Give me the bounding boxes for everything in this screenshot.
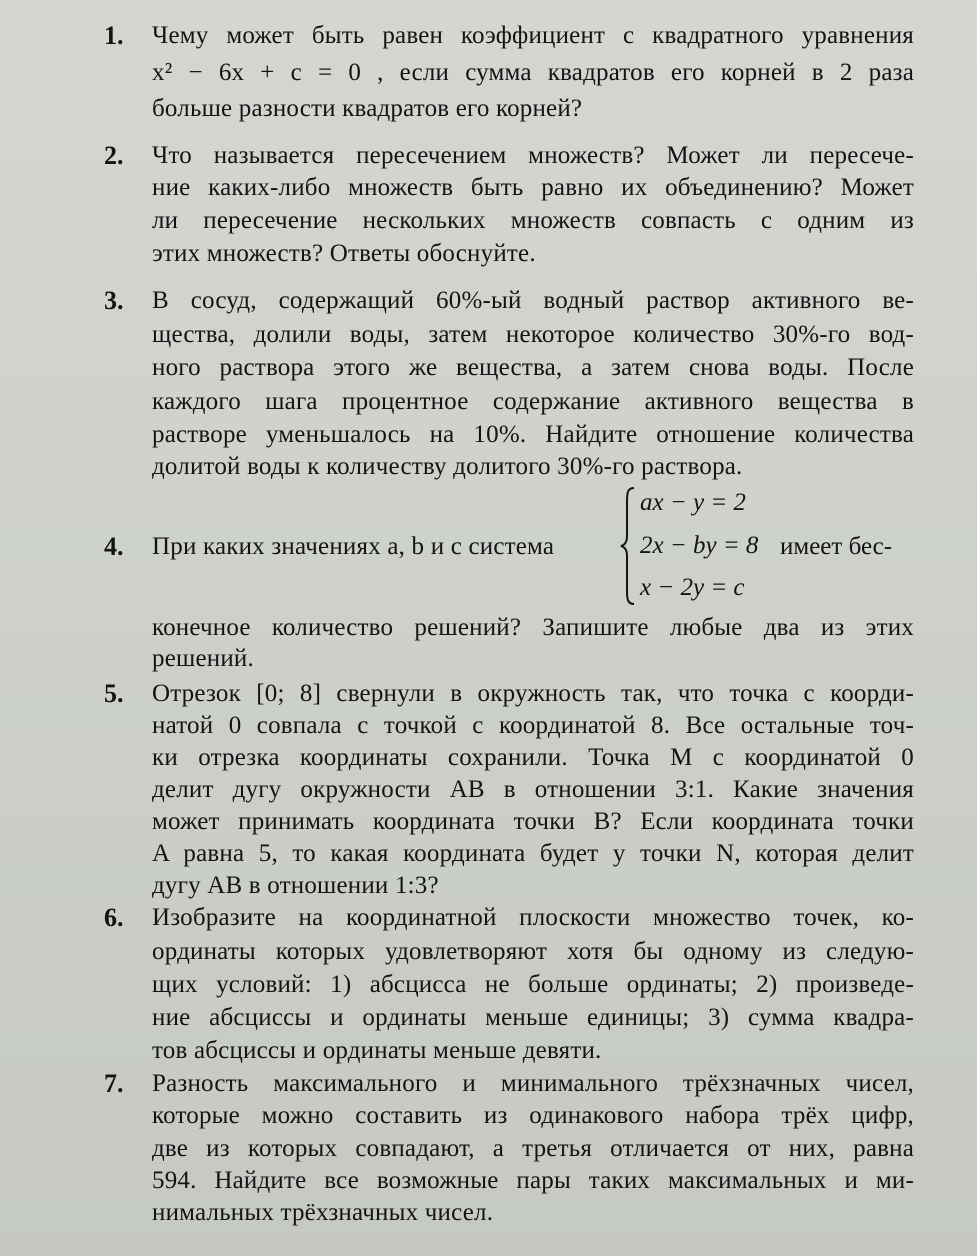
- curly-brace-icon: [618, 484, 638, 608]
- problem-text-line: больше разности квадратов его корней?: [152, 95, 583, 122]
- problem-number: 1.: [104, 21, 124, 50]
- problem-text-line: x² − 6x + c = 0 , если сумма квадратов его корней в 2 раза: [152, 59, 914, 86]
- problem-text-line: конечное количество решений? Запишите любые два из этих: [152, 614, 914, 641]
- problem-text-line: 594. Найдите все возможные пары таких максимальных и ми-: [152, 1167, 914, 1194]
- problem-text-line: которые можно составить из одинакового набора трёх цифр,: [152, 1102, 914, 1129]
- equation-system: [618, 484, 778, 608]
- problem-text-line: каждого шага процентное содержание активного вещества в: [152, 388, 914, 415]
- problem-text-line: делит дугу окружности AB в отношении 3:1. Какие значения: [152, 776, 914, 803]
- problem-text-line: Разность максимального и минимального трёхзначных чисел,: [152, 1070, 914, 1097]
- problem-text-line: две из которых совпадают, а третья отличается от них, равна: [152, 1135, 914, 1162]
- problem-text-line: В сосуд, содержащий 60%-ый водный раствор активного ве-: [152, 287, 914, 314]
- problem-text-line: этих множеств? Ответы обоснуйте.: [152, 240, 536, 267]
- problem-number: 7.: [104, 1069, 124, 1098]
- problem-text-line: растворе уменьшалось на 10%. Найдите отношение количества: [152, 421, 914, 448]
- problem-text-line: ние каких-либо множеств быть равно их объединению? Может: [152, 174, 914, 201]
- problem-number: 5.: [104, 679, 124, 708]
- problem-text-line: щества, долили воды, затем некоторое количество 30%-го вод-: [152, 321, 914, 348]
- equation-line: 2x − by = 8: [640, 532, 759, 559]
- problem-number: 4.: [104, 532, 124, 561]
- problem-text-line: натой 0 совпала с точкой с координатой 8. Все остальные точ-: [152, 712, 914, 739]
- problem-text-line: может принимать координата точки B? Если координата точки: [152, 808, 914, 835]
- problem-text-line: Изобразите на координатной плоскости множество точек, ко-: [152, 904, 914, 931]
- problem-text-line: щих условий: 1) абсцисса не больше ординаты; 2) произведе-: [152, 971, 914, 998]
- problem-text-line: тов абсциссы и ординаты меньше девяти.: [152, 1037, 602, 1064]
- problem-text-line: Что называется пересечением множеств? Может ли пересече-: [152, 142, 914, 169]
- problem-number: 3.: [104, 286, 124, 315]
- problem-text-line: ного раствора этого же вещества, а затем снова воды. После: [152, 354, 914, 381]
- problem-lead-text: При каких значениях a, b и c система: [152, 533, 555, 560]
- problem-text-line: решений.: [152, 645, 254, 672]
- problem-text-line: дугу AB в отношении 1:3?: [152, 872, 439, 899]
- equation-line: x − 2y = c: [640, 574, 745, 601]
- problem-text-line: ординаты которых удовлетворяют хотя бы одному из следую-: [152, 938, 914, 965]
- problem-text-line: ние абсциссы и ординаты меньше единицы; 3) сумма квадра-: [152, 1004, 914, 1031]
- problem-tail-text: имеет бес-: [780, 533, 893, 560]
- problem-number: 2.: [104, 141, 124, 170]
- problem-text-line: Отрезок [0; 8] свернули в окружность так, что точка с коорди-: [152, 680, 914, 707]
- equation-line: ax − y = 2: [640, 489, 746, 516]
- problem-text-line: ки отрезка координаты сохранили. Точка M с координатой 0: [152, 744, 914, 771]
- problem-text-line: нимальных трёхзначных чисел.: [152, 1199, 494, 1226]
- problem-text-line: долитой воды к количеству долитого 30%-го раствора.: [152, 453, 743, 480]
- problem-text-line: ли пересечение нескольких множеств совпасть с одним из: [152, 207, 914, 234]
- problem-text-line: Чему может быть равен коэффициент c квадратного уравнения: [152, 22, 914, 49]
- problem-number: 6.: [104, 903, 124, 932]
- problem-text-line: A равна 5, то какая координата будет у точки N, которая делит: [152, 840, 914, 867]
